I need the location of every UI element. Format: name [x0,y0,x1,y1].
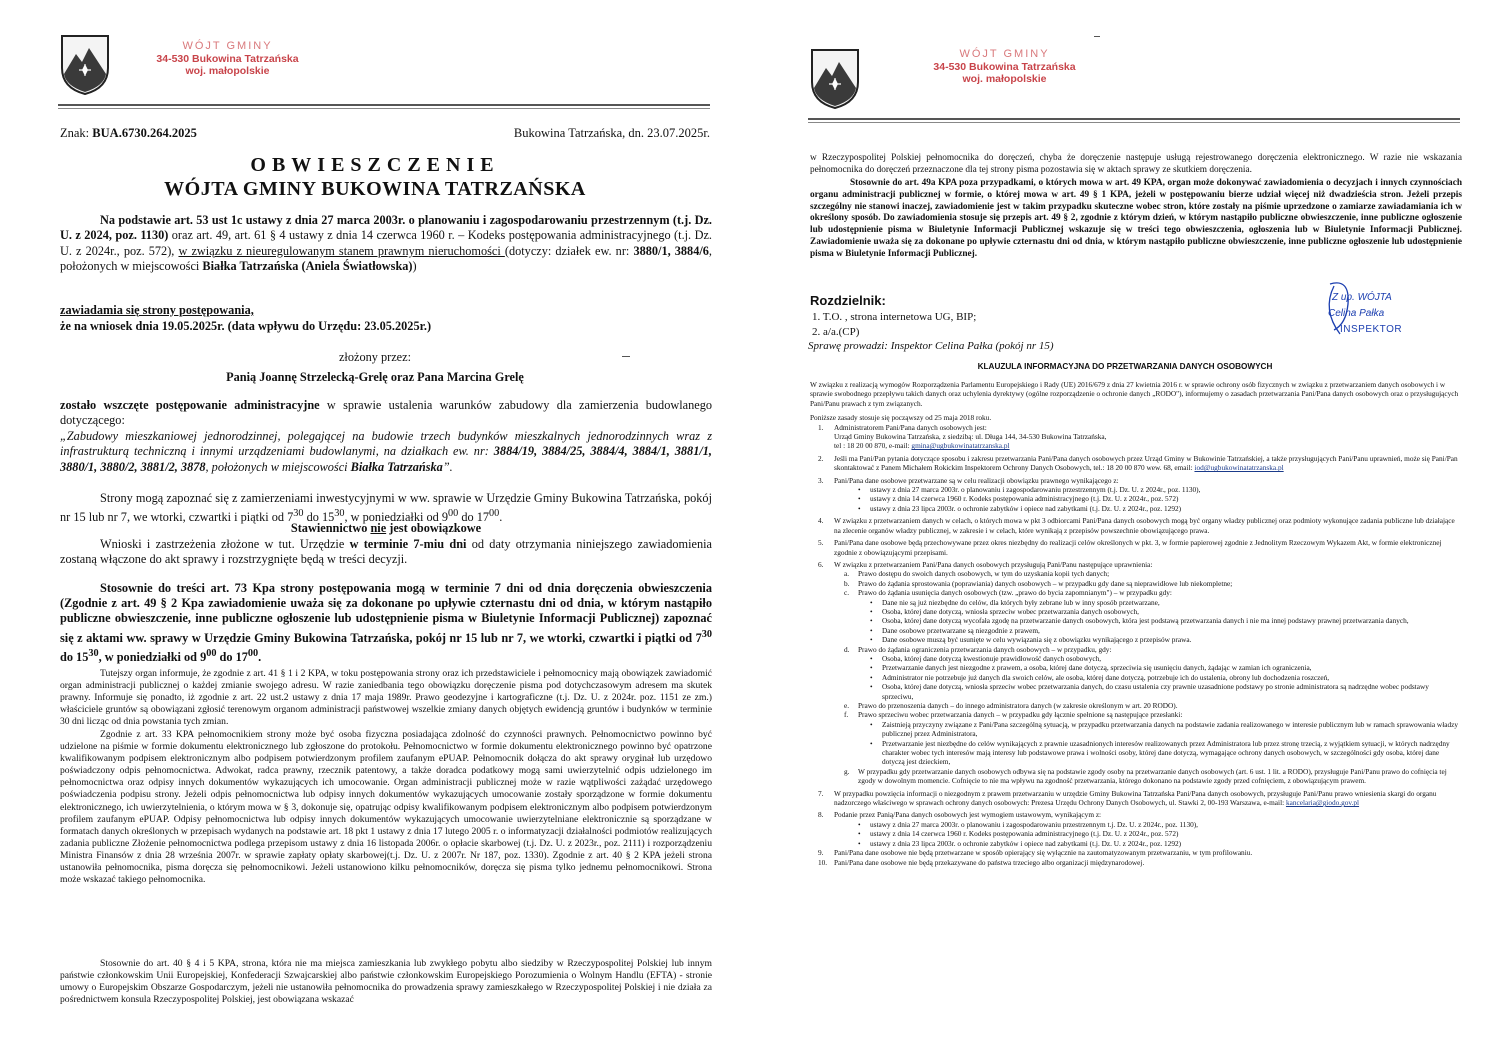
right-d-case: • Przetwarzanie danych jest niezgodne z prawem, a osoba, której dane dotyczą, sprzeciwia się usunięciu danych, żądając w zamian ich ograniczenia, [870,663,1312,673]
article-73-text-5: . [258,650,262,664]
right-d-case: • Administrator nie potrzebuje już danych dla swoich celów, ale osoba, której dane dotyczą, potrzebuje ich do ustalenia, obrony lub dochodzenia roszczeń, [870,672,1330,682]
legal-basis-text: oraz art. 49, art. 61 § 4 ustawy z dnia 14 czerwca 1960 r. – Kodeks postępowania administracyjnego (t.j. Dz. U. z 2024r., poz. 572), [60,228,712,258]
article-73-paragraph [60,581,712,665]
case-text: Osoba, której dane dotyczą, wniosła sprzeciw wobec przetwarzania danych, do czasu ustalenia czy prawnie uzasadnione podstawy po stronie administratora są nadrzędne wobec podstawy sprzeciwu, [882,682,1429,701]
gdpr-item-8-law: • ustawy z dnia 23 lipca 2003r. o ochronie zabytków i opiece nad zabytkami (t.j. Dz. U. z 2024r., poz. 1292) [858,838,1182,848]
access-sup-1: 30 [293,508,304,520]
gdpr-item-1-address: Urząd Gminy Bukowina Tatrzańska, z siedzibą: ul. Długa 144, 34-530 Bukowina Tatrzańska, [834,432,1107,442]
right-b [810,579,1460,588]
right-d-case: • Osoba, której dane dotyczą, wniosła sprzeciw wobec przetwarzania danych, do czasu ustalenia czy prawnie uzasadnione podstawy po stronie administratora są nadrzędne wobec podstawy sprzeciwu, [870,682,1429,701]
law-text: ustawy z dnia 14 czerwca 1960 r. Kodeks postępowania administracyjnego (t.j. Dz. U. z 2024r., poz. 572) [870,494,1179,504]
case-text: Osoba, której dane dotyczą kwestionuje prawidłowość danych osobowych, [882,653,1102,663]
item-number: 2. [818,453,824,463]
stamp-line-2: 34-530 Bukowina Tatrzańska [156,52,299,65]
proceeding-paragraph [60,398,712,475]
gdpr-item-5 [810,538,1460,557]
gdpr-item-8 [810,810,1460,819]
stamp-line-2: 34-530 Bukowina Tatrzańska [933,60,1076,73]
article-73-sup-1: 30 [701,628,712,640]
gdpr-item-8-law: • ustawy z dnia 14 czerwca 1960 r. Kodeks postępowania administracyjnego (t.j. Dz. U. z 2024r., poz. 572) [858,829,1179,839]
requests-deadline: w terminie 7-miu dni [349,537,467,551]
item-number: 7. [818,788,824,798]
gdpr-item-1-contact [810,441,1460,450]
attendance-note [60,521,712,536]
item-text: Pani/Pana dane osobowe przetwarzane są w celu realizacji obowiązku prawnego wynikającego z: [834,475,1119,485]
requests-text-2: od daty otrzymania niniejszego zawiadomienia zostaną włączone do akt sprawy i rozstrzygnięte będą w treści decyzji. [60,537,713,567]
legal-basis-paragraph [60,213,712,275]
proceeding-text: w sprawie ustalenia warunków zabudowy dla zamierzenia budowlanego dotyczącego: [60,398,713,428]
document-subtitle: WÓJTA GMINY BUKOWINA TATRZAŃSKA [164,178,586,200]
gdpr-item-3-law: • ustawy z dnia 23 lipca 2003r. o ochronie zabytków i opiece nad zabytkami (t.j. Dz. U. z 2024r., poz. 1292) [858,503,1182,513]
attendance-not: nie [370,521,387,535]
item-number: 3. [818,475,824,485]
item-text: Podanie przez Panią/Pana danych osobowych jest wymogiem ustawowym, wynikającym z: [834,810,1102,820]
scan-mark [622,356,630,357]
sub-text: Prawo do żądania usunięcia danych osobowych (tzw. „prawo do bycia zapomnianym") – w przypadku gdy: [858,588,1172,598]
case-text: Dane osobowe przetwarzane są niezgodnie z prawem, [882,625,1040,635]
gdpr-item-10 [810,858,1460,867]
item-number: 9. [818,848,824,858]
right-c-case: • Dane osobowe muszą być usunięte w celu wywiązania się z obowiązku wynikającego z przepisów prawa. [870,635,1192,645]
document-title: OBWIESZCZENIE [250,154,500,176]
right-d [810,645,1460,654]
sub-text: Prawo do żądania sprostowania (poprawiania) danych osobowych – w przypadku gdy dane są nieprawidłowe lub niekompletne; [858,578,1233,588]
office-stamp [922,48,1087,85]
gdpr-item-1 [810,423,1460,432]
parcels-location: Białka Tatrzańska (Aniela Światłowska) [202,259,413,274]
item-number: 6. [818,559,824,569]
document-page-right [750,0,1500,1061]
sub-letter: g. [844,766,850,776]
parcels-close: ) [412,259,417,274]
item-text: W związku z przetwarzaniem Pani/Pana danych osobowych przysługują Pani/Panu następujące uprawnienia: [834,559,1153,569]
law-text: ustawy z dnia 23 lipca 2003r. o ochronie zabytków i opiece nad zabytkami (t.j. Dz. U. z 2024r., poz. 1292) [870,503,1182,513]
sub-text: Prawo do przenoszenia danych – do innego administratora danych (w zakresie określonym w art. 20 RODO). [858,701,1178,710]
distribution-heading: Rozdzielnik: [810,293,886,308]
stamp-line-1: WÓJT GMINY [182,40,273,52]
item-text: Pani/Pana dane osobowe nie będą przetwarzane w sposób opierający się wyłącznie na zautomatyzowanym przetwarzaniu, w tym profilowaniu. [834,848,1253,858]
notify-heading: zawiadamia się strony postępowania, [60,303,254,317]
gdpr-intro: W związku z realizacją wymogów Rozporządzenia Parlamentu Europejskiego i Rady (UE) 2016/679 z dnia 27 kwietnia 2016 r. w sprawie ochrony osób fizycznych w związku z przetwarzaniem danych osobowych i w sprawie swobodnego przepływu takich danych oraz uchylenia dyrektywy (ogólne rozporządzenie o ochronie danych „RODO"), informujemy o zasadach przetwarzania Pani/Pana danych osobowych oraz o przysługujących Pani/Panu prawach z tym związanych. [810,380,1459,408]
article-73-text-1: Stosownie do treści art. 73 Kpa strony postępowania mogą w terminie 7 dni od dnia doręczenia obwieszczenia (Zgodnie z art. 49 § 2 Kpa zawiadomienie uważa się za dokonane po upływie czternastu dni od dnia, w którym nastąpiło publiczne obwieszczenie, inne publiczne ogłoszenie lub udostępnienie pisma w Biuletynie Informacji Publicznej) zapoznać się z aktami ww. sprawy w Urzędzie Gminy Bukowina Tatrzańska, pokój nr 15 lub nr 7, we wtorki, czwartki i piątki od 7 [60,581,712,645]
case-text: Osoba, której dane dotyczą, wniosła sprzeciw wobec przetwarzania danych osobowych, [882,606,1139,616]
access-sup-4: 00 [489,508,500,520]
sub-letter: f. [844,710,849,720]
gdpr-clause-title: KLAUZULA INFORMACYJNA DO PRZETWARZANIA DANYCH OSOBOWYCH [977,362,1273,371]
signature-line-3: INSPEKTOR [1340,324,1403,335]
stamp-line-3: woj. małopolskie [185,64,270,77]
prepared-by: Sprawę prowadzi: Inspektor Celina Pałka (pokój nr 15) [808,340,1054,352]
sub-letter: c. [844,588,850,598]
article-73-sup-2: 30 [88,647,99,659]
law-text: ustawy z dnia 23 lipca 2003r. o ochronie zabytków i opiece nad zabytkami (t.j. Dz. U. z 2024r., poz. 1292) [870,838,1182,848]
legal-basis-bold: Na podstawie art. 53 ust 1c ustawy z dnia 27 marca 2003r. o planowaniu i zagospodarowaniu przestrzennym (t.j. Dz. U. z 2024, poz. 1130) [60,213,712,243]
item-number: 5. [818,538,824,548]
sub-letter: b. [844,578,850,588]
case-text: Przetwarzanie danych jest niezgodne z prawem, a osoba, której dane dotyczą, sprzeciwia się usunięciu danych, żądając w zamian ich ograniczenia, [882,663,1312,673]
right-g [810,767,1460,786]
item-number: 8. [818,810,824,820]
case-text: Osoba, której dane dotyczą wycofała zgodę na przetwarzanie danych osobowych, która jest podstawą przetwarzania danych i nie ma innej podstawy prawnej przetwarzania danych, [882,616,1409,626]
coat-of-arms-icon [810,48,860,110]
signature-line-2: Celina Pałka [1328,308,1385,319]
requests-text-1: Wnioski i zastrzeżenia złożone w tut. Urzędzie [100,537,350,551]
item-text: Jeśli ma Pani/Pan pytania dotyczące sposobu i zakresu przetwarzania Pani/Pana danych osobowych przez Urząd Gminy w Bukowinie Tatrzańskiej, a także przysługujących Pani/Panu uprawnień, może się Pani/Pan skontaktować z Panem Michałem Rokickim Inspektorem Ochrony Danych Osobowych, tel.: 18 20 00 870 wew. 68, email: [834,453,1458,473]
item-number: 4. [818,516,824,526]
gdpr-item-3-law: • ustawy z dnia 27 marca 2003r. o planowaniu i zagospodarowaniu przestrzennym (t.j. Dz. U. z 2024r., poz. 1130), [858,485,1201,495]
gdpr-item-4 [810,516,1460,535]
parcels-numbers: 3880/1, 3884/6 [633,243,709,258]
law-text: ustawy z dnia 27 marca 2003r. o planowaniu i zagospodarowaniu przestrzennym (t.j. Dz. U. z 2024r., poz. 1130), [870,485,1201,495]
sub-text: Prawo dostępu do swoich danych osobowych, w tym do uzyskania kopii tych danych; [858,569,1110,579]
gdpr-intro-date: Poniższe zasady stosuje się począwszy od 25 maja 2018 roku. [810,413,992,423]
signature-line-1: Z up. WÓJTA [1332,292,1392,303]
stamp-line-1: WÓJT GMINY [959,48,1050,60]
office-stamp [145,40,310,77]
access-sup-3: 00 [448,508,459,520]
right-c-case: • Osoba, której dane dotyczą wycofała zgodę na przetwarzanie danych osobowych, która jest podstawą przetwarzania danych i nie ma innej podstawy prawnej przetwarzania danych, [870,616,1409,626]
gdpr-item-2 [810,454,1460,473]
stamp-line-3: woj. małopolskie [962,72,1047,85]
attendance-text-1: Stawiennictwo [290,521,371,535]
right-e [810,701,1460,710]
article-73-sup-4: 00 [247,647,259,659]
request-date: że na wniosek dnia 19.05.2025r. (data wpływu do Urzędu: 23.05.2025r.) [60,319,432,333]
case-text: Dane osobowe muszą być usunięte w celu wywiązania się z obowiązku wynikającego z przepisów prawa. [882,635,1192,645]
legal-basis-underline: w związku z nieuregulowanym stanem prawnym nieruchomości [178,243,505,258]
gdpr-clause-body [810,380,1460,867]
gmina-email-link[interactable]: gmina@ugbukowinatatrzanska.pl [911,441,1010,451]
parcels-location-label: , położonych w miejscowości [60,243,712,274]
parcels-label: (dotyczy: działek ew. nr: [504,243,634,258]
right-f-case: • Przetwarzanie jest niezbędne do celów wynikających z prawnie uzasadnionych interesów realizowanych przez Administratora lub przez stronę trzecią, z wyjątkiem sytuacji, w których nadrzędny charakter wobec tych interesów mają interesy lub podstawowe prawa i wolności osoby, której dane dotyczą, wymagające ochrony danych osobowych, w szczególności gdy osoba, której dane dotyczą jest dzieckiem, [870,738,1450,767]
submitted-by-label: złożony przez: [338,350,412,364]
distribution-item: 1. T.O. , strona internetowa UG, BIP; [812,311,977,323]
distribution-list [808,310,1054,354]
gdpr-item-6 [810,560,1460,569]
scan-mark [1094,36,1100,37]
gdpr-item-7 [810,789,1460,808]
power-of-attorney-paragraph: Zgodnie z art. 33 KPA pełnomocnikiem strony może być osoba fizyczna posiadająca zdolność do czynności prawnych. Pełnomocnictwo powinno być udzielone na piśmie w formie dokumentu elektronicznego lub zgłoszone do protokołu. Pełnomocnictwo w formie dokumentu elektronicznego powinno być opatrzone kwalifikowanym podpisem elektronicznym albo podpisem potwierdzonym profilem zaufanym ePUAP. Pełnomocnik dołącza do akt sprawy oryginał lub urzędowo poświadczony odpis pełnomocnictwa. Adwokat, radca prawny, rzecznik patentowy, a także doradca podatkowy mogą sami uwierzytelnić odpis udzielonego im pełnomocnictwa oraz odpisy innych dokumentów wykazujących ich umocowanie. Organ administracji publicznej może w razie wątpliwości zażądać urzędowego poświadczenia podpisu strony. Jeżeli odpis pełnomocnictwa lub odpisy innych dokumentów wykazujących umocowanie zostały sporządzone w formie dokumentu elektronicznego, ich uwierzytelnienia, o którym mowa w § 3, dokonuje się, opatrując odpisy kwalifikowanym podpisem elektronicznym albo podpisem potwierdzonym profilem zaufanym ePUAP. Odpisy pełnomocnictwa lub odpisy innych dokumentów wykazujących umocowanie uwierzytelniane elektronicznie są sporządzane w formatach danych określonych w przepisach wydanych na podstawie art. 18 pkt 1 ustawy z dnia 17 lutego 2005 r. o informatyzacji działalności podmiotów realizujących zadania publiczne Złożenie pełnomocnictwa podlega przepisom ustawy z dnia 16 listopada 2006r. o opłacie skarbowej (t.j. Dz. U. z 2023r., poz. 2111) i rozporządzeniu Ministra Finansów z dnia 28 września 2007r. w sprawie zapłaty opłaty skarbowej(t.j. Dz. U. z 2007r. Nr 187, poz. 1330). Zgodnie z art. 40 § 2 KPA jeżeli strona ustanowiła pełnomocnika, pisma doręcza się pełnomocnikowi. Jeżeli ustanowiono kilku pełnomocników, doręcza się pisma tylko jednemu pełnomocnikowi. Strona może wskazać takiego pełnomocnika. [60,729,712,886]
article-49a-paragraph: Stosownie do art. 49a KPA poza przypadkami, o których mowa w art. 49 KPA, organ może dokonywać zawiadomienia o decyzjach i innych czynnościach organu administracji publicznej w formie, o której mowa w art. 49 § 1 KPA, jeżeli w postępowaniu bierze udział więcej niż dwadzieścia stron. Jeżeli przepis szczególny nie stanowi inaczej, zawiadomienie jest w takim przypadku skuteczne wobec stron, które zostały na piśmie uprzedzone o zamiarze zawiadamiania ich w określony sposób. Do zawiadomienia stosuje się przepis art. 49 § 2, zgodnie z którym dzień, w którym nastąpiło publiczne obwieszczenie, inne publiczne ogłoszenie lub udostępnienie pisma w Biuletynie Informacji Publicznej wskazuje się w treści tego obwieszczenia, ogłoszenia lub w Biuletynie Informacji Publicznej. Zawiadomienie uważa się za dokonane po upływie czternastu dni od dnia, w którym nastąpiło publiczne obwieszczenie, inne publiczne ogłoszenie lub udostępnienie pisma w Biuletynie Informacji Publicznej. [810,178,1462,259]
item-text: Pani/Pana dane osobowe będą przechowywane przez okres niezbędny do realizacji celów określonych w pkt. 3, w formie papierowej zgodnie z Jednolitym Rzeczowym Wykazem Akt, w formie elektronicznej zgodnie z obowiązującymi przepisami. [834,538,1442,557]
reference-label: Znak: [60,126,90,140]
attendance-text-2: jest obowiązkowe [386,521,482,535]
coat-of-arms-icon [60,34,110,96]
right-c [810,588,1460,597]
article-73-text-4: do 17 [216,650,248,664]
distribution-item: 2. a/a.(CP) [812,325,860,338]
gdpr-item-8-law: • ustawy z dnia 27 marca 2003r. o planowaniu i zagospodarowaniu przestrzennym t.j. Dz. U. z 2024r., poz. 1130), [858,819,1199,829]
sub-letter: e. [844,701,850,710]
sub-text: Prawo sprzeciwu wobec przetwarzania danych – w przypadku gdy łącznie spełnione są następujące przesłanki: [858,710,1183,720]
header-rule [58,104,710,109]
item-number: 1. [818,422,824,432]
case-text: Przetwarzanie jest niezbędne do celów wynikających z prawnie uzasadnionych interesów realizowanych przez Administratora lub przez stronę trzecią, z wyjątkiem sytuacji, w których nadrzędny charakter wobec tych interesów mają interesy lub podstawowe prawa i wolności osoby, której dane dotyczą, wymagające ochrony danych osobowych, w szczególności gdy osoba, której dane dotyczą jest dzieckiem, [882,738,1450,767]
item-text: W przypadku powzięcia informacji o niezgodnym z prawem przetwarzaniu w urzędzie Gminy Bukowina Tatrzańska Pani/Pana danych osobowych, przysługuje Pani/Panu prawo wniesienia skargi do organu nadzorczego właściwego w sprawach ochrony danych osobowych: Prezesa Urzędu Ochrony Danych Osobowych, ul. Stawki 2, 00-193 Warszawa, e-mail: [834,788,1437,808]
case-text: Administrator nie potrzebuje już danych dla swoich celów, ale osoba, której dane dotyczą, potrzebuje ich do ustalenia, obrony lub dochodzenia roszczeń, [882,672,1330,682]
case-text: Dane nie są już niezbędne do celów, dla których były zebrane lub w inny sposób przetwarzane, [882,597,1160,607]
investment-location-label: , położonych w miejscowości [205,459,351,474]
article-73-text-2: do 15 [60,650,89,664]
right-f [810,710,1460,719]
signature-stamp [1320,280,1403,342]
right-c-case: • Dane osobowe przetwarzane są niezgodnie z prawem, [870,625,1040,635]
applicants: Panią Joannę Strzelecką-Grelę oraz Pana Marcina Grelę [226,370,524,384]
gdpr-item-9 [810,848,1460,857]
reference-value: BUA.6730.264.2025 [92,126,197,140]
right-c-case: • Osoba, której dane dotyczą, wniosła sprzeciw wobec przetwarzania danych osobowych, [870,606,1139,616]
sub-letter: d. [844,644,850,654]
requests-paragraph [60,537,712,568]
document-date: Bukowina Tatrzańska, dn. 23.07.2025r. [513,126,710,140]
proceeding-bold: zostało wszczęte postępowanie administracyjne [60,398,320,412]
address-change-paragraph: Tutejszy organ informuje, że zgodnie z art. 41 § 1 i 2 KPA, w toku postępowania strony oraz ich przedstawiciele i pełnomocnicy mają obowiązek zawiadomić organ administracji publicznej o każdej zmianie swojego adresu. W razie zaniedbania tego obowiązku doręczenie pisma pod dotychczasowym adresem ma skutek prawny. Informuje się ponadto, iż zgodnie z art. 22 ust.2 ustawy z dnia 17 maja 1989r. Prawo geodezyjne i kartograficzne (t.j. Dz. U. z 2024r. poz. 1151 ze zm.) właściciele gruntów są obowiązani zgłosić terenowym organom administracji państwowej wszelkie zmiany danych objętych ewidencją gruntów i budynków w terminie 30 dni licząc od dnia powstania tych zmian. [60,668,712,728]
item-number: 10. [818,857,828,867]
investment-parcels: 3884/19, 3884/25, 3884/4, 3884/1, 3881/1, 3880/1, 3880/2, 3881/2, 3878 [60,444,712,474]
header-rule [808,118,1460,123]
access-text-1: Strony mogą zapoznać się z zamierzeniami inwestycyjnymi w ww. sprawie w Urzędzie Gminy Bukowina Tatrzańska, pokój nr 15 lub nr 7, we wtorki, czwartki i piątki od 7 [60,491,712,525]
access-text-3: , w poniedziałki od 9 [344,510,448,525]
right-f-case: • Zaistnieją przyczyny związane z Pani/Pana szczególną sytuacją, w przypadku przetwarzania danych na podstawie zadania realizowanego w interesie publicznym lub w ramach sprawowania władzy publicznej przez Administratora, [870,719,1459,739]
article-73-sup-3: 00 [206,647,217,659]
iod-email-link[interactable]: iod@ugbukowinatatrzanska.pl [1194,463,1284,473]
law-text: ustawy z dnia 27 marca 2003r. o planowaniu i zagospodarowaniu przestrzennym t.j. Dz. U. z 2024r., poz. 1130), [870,819,1199,829]
access-sup-2: 30 [334,508,345,520]
sub-letter: a. [844,569,850,579]
right-c-case: • Dane nie są już niezbędne do celów, dla których były zebrane lub w inny sposób przetwarzane, [870,597,1160,607]
foreign-party-paragraph: Stosownie do art. 40 § 4 i 5 KPA, strona, która nie ma miejsca zamieszkania lub zwykłego pobytu albo siedziby w Rzeczypospolitej Polskiej lub innym państwie członkowskim Unii Europejskiej, Konfederacji Szwajcarskiej albo państwie członkowskim Europejskiego Porozumienia o Wolnym Handlu (EFTA) - stronie umowy o Europejskim Obszarze Gospodarczym, jeżeli nie ustanowiła pełnomocnika do prowadzenia sprawy zamieszkałego w Rzeczypospolitej Polskiej i nie działa za pośrednictwem konsula Rzeczypospolitej Polskiej, jest obowiązana wskazać [60,958,712,1006]
contact-text: tel : 18 20 00 870, e-mail: [834,441,912,451]
article-73-text-3: , w poniedziałki od 9 [98,650,207,664]
uodo-email-link[interactable]: kancelaria@giodo.gov.pl [1285,798,1360,808]
access-text-5: . [499,510,503,525]
item-text: Pani/Pana dane osobowe nie będą przekazywane do państwa trzeciego albo organizacji międzynarodowej. [834,857,1145,867]
right-a [810,569,1460,578]
item-text: W związku z przetwarzaniem danych w celach, o których mowa w pkt 3 odbiorcami Pani/Pana danych osobowych mogą być organy władzy publicznej oraz podmioty wykonujące zadania publiczne lub działające na zlecenie organów władzy publicznej, w zakresie i w celach, które wynikają z przepisów powszechnie obowiązującego prawa. [834,516,1455,535]
access-text-4: do 17 [458,510,489,525]
sub-text: W przypadku gdy przetwarzanie danych osobowych odbywa się na podstawie zgody osoby na przetwarzanie danych osobowych (art. 6 ust. 1 lit. a RODO), przysługuje Pani/Panu prawo do cofnięcia tej zgody w dowolnym momencie. Cofnięcie to nie ma wpływu na zgodność przetwarzania, którego dokonano na podstawie zgody przed cofnięciem, z obowiązującym prawem. [858,766,1447,786]
item-text: Administratorem Pani/Pana danych osobowych jest: [834,422,987,432]
reference-number [60,126,197,141]
sub-text: Prawo do żądania ograniczenia przetwarzania danych osobowych – w przypadku, gdy: [858,644,1112,654]
gdpr-item-3-law: • ustawy z dnia 14 czerwca 1960 r. Kodeks postępowania administracyjnego (t.j. Dz. U. z 2024r., poz. 572) [858,494,1179,504]
investment-description: „Zabudowy mieszkaniowej jednorodzinnej, polegającej na budowie trzech budynków mieszkalnych jednorodzinnych wraz z infrastrukturą techniczną i innymi urządzeniami budowlanymi, na działkach ew. nr: [60,428,712,459]
case-text: Zaistnieją przyczyny związane z Pani/Pana szczególną sytuacją, w przypadku przetwarzania danych na podstawie zadania realizowanego w interesie publicznym lub w ramach sprawowania władzy publicznej przez Administratora, [882,719,1459,739]
investment-close: ”. [442,459,453,474]
right-d-case: • Osoba, której dane dotyczą kwestionuje prawidłowość danych osobowych, [870,653,1102,663]
gdpr-item-3 [810,476,1460,485]
law-text: ustawy z dnia 14 czerwca 1960 r. Kodeks postępowania administracyjnego (t.j. Dz. U. z 2024r., poz. 572) [870,829,1179,839]
investment-location: Białka Tatrzańska [350,459,443,474]
access-text-2: do 15 [303,510,335,525]
continued-paragraph: w Rzeczypospolitej Polskiej pełnomocnika do doręczeń, chyba że doręczenie następuje usługą rejestrowanego doręczenia elektronicznego. W razie nie wskazania pełnomocnika do doręczeń przeznaczone dla tej strony pisma pozostawia się w aktach sprawy ze skutkiem doręczenia. [810,153,1462,175]
